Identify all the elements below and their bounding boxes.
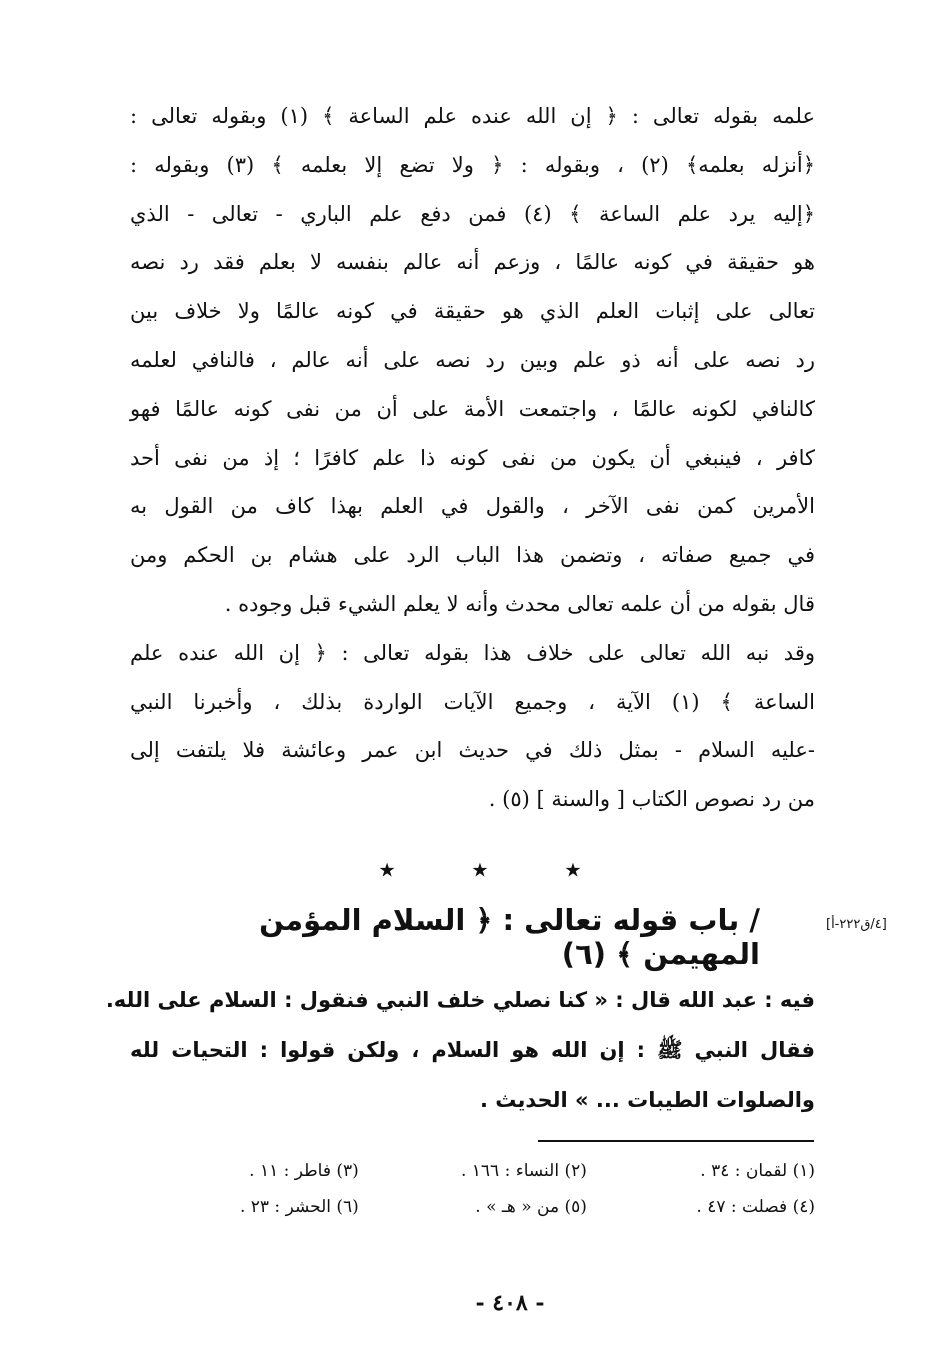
hadith-text: [105, 975, 815, 1125]
hadith-line: والصلوات الطيبات ... » الحديث .: [479, 1088, 815, 1112]
footnote-row: [130, 1153, 815, 1189]
footnote: (٦) الحشر : ٢٣ .: [239, 1197, 359, 1217]
text-line: ﴿أنزله بعلمه﴾ (٢) ، وبقوله : ﴿ ولا تضع إلا بعلمه ﴾ (٣) وبقوله :: [130, 152, 815, 177]
star-icon: ٭: [565, 855, 580, 885]
footnote: (١) لقمان : ٣٤ .: [700, 1161, 815, 1181]
text-line: رد نصه على أنه ذو علم وبين رد نصه على أنه عالم ، فالنافي لعلمه: [130, 347, 815, 372]
footnote: (٤) فصلت : ٤٧ .: [696, 1197, 815, 1217]
page-number: - ٤٠٨ -: [475, 1290, 545, 1316]
footnote-divider: [538, 1140, 814, 1142]
text-line: من رد نصوص الكتاب [ والسنة ] (٥) .: [488, 787, 815, 812]
text-line: علمه بقوله تعالى : ﴿ إن الله عنده علم الساعة ﴾ (١) وبقوله تعالى :: [130, 104, 815, 128]
manuscript-folio-reference: [٤/ق٢٢٢-أ]: [826, 917, 887, 932]
text-line: كافر ، فينبغي أن يكون من نفى كونه ذا علم كافرًا ؛ إذ من نفى أحد: [130, 445, 815, 470]
text-line: الساعة ﴾ (١) الآية ، وجميع الآيات الواردة بذلك ، وأخبرنا النبي: [130, 689, 815, 714]
text-line: قال بقوله من أن علمه تعالى محدث وأنه لا يعلم الشيء قبل وجوده .: [224, 591, 815, 616]
text-line: هو حقيقة في كونه عالمًا ، وزعم أنه عالم بنفسه لا بعلم فقد رد نصه: [130, 250, 815, 275]
footnote: (٥) من « هـ » .: [475, 1197, 587, 1217]
footnotes: [130, 1153, 815, 1225]
star-icon: ٭: [380, 855, 395, 885]
text-line: ﴿إليه يرد علم الساعة ﴾ (٤) فمن دفع علم الباري - تعالى - الذي: [130, 201, 815, 226]
text-line: تعالى على إثبات العلم الذي هو حقيقة في كونه عالمًا ولا خلاف بين: [130, 299, 815, 324]
main-text: [130, 92, 815, 824]
text-line: الأمرين كمن نفى الآخر ، والقول في العلم بهذا كاف من القول به: [130, 494, 815, 519]
text-line: وقد نبه الله تعالى على خلاف هذا بقوله تعالى : ﴿ إن الله عنده علم: [130, 640, 815, 665]
hadith-line: فيه : عبد الله قال : « كنا نصلي خلف النبي فنقول : السلام على الله.: [105, 988, 815, 1012]
hadith-line: فقال النبي ﷺ : إن الله هو السلام ، ولكن قولوا : التحيات لله: [130, 1038, 815, 1062]
chapter-title: / باب قوله تعالى : ﴿ السلام المؤمن المهيمن ﴾ (٦): [259, 903, 760, 971]
text-line: -عليه السلام - بمثل ذلك في حديث ابن عمر وعائشة فلا يلتفت إلى: [130, 738, 815, 763]
section-separator: [380, 855, 580, 885]
footnote: (٢) النساء : ١٦٦ .: [460, 1161, 587, 1181]
star-icon: ٭: [472, 855, 488, 885]
text-line: في جميع صفاته ، وتضمن هذا الباب الرد على هشام بن الحكم ومن: [130, 543, 815, 568]
footnote-row: [130, 1189, 815, 1225]
text-line: كالنافي لكونه عالمًا ، واجتمعت الأمة على أن من نفى كونه عالمًا فهو: [130, 396, 815, 421]
footnote: (٣) فاطر : ١١ .: [249, 1161, 359, 1181]
